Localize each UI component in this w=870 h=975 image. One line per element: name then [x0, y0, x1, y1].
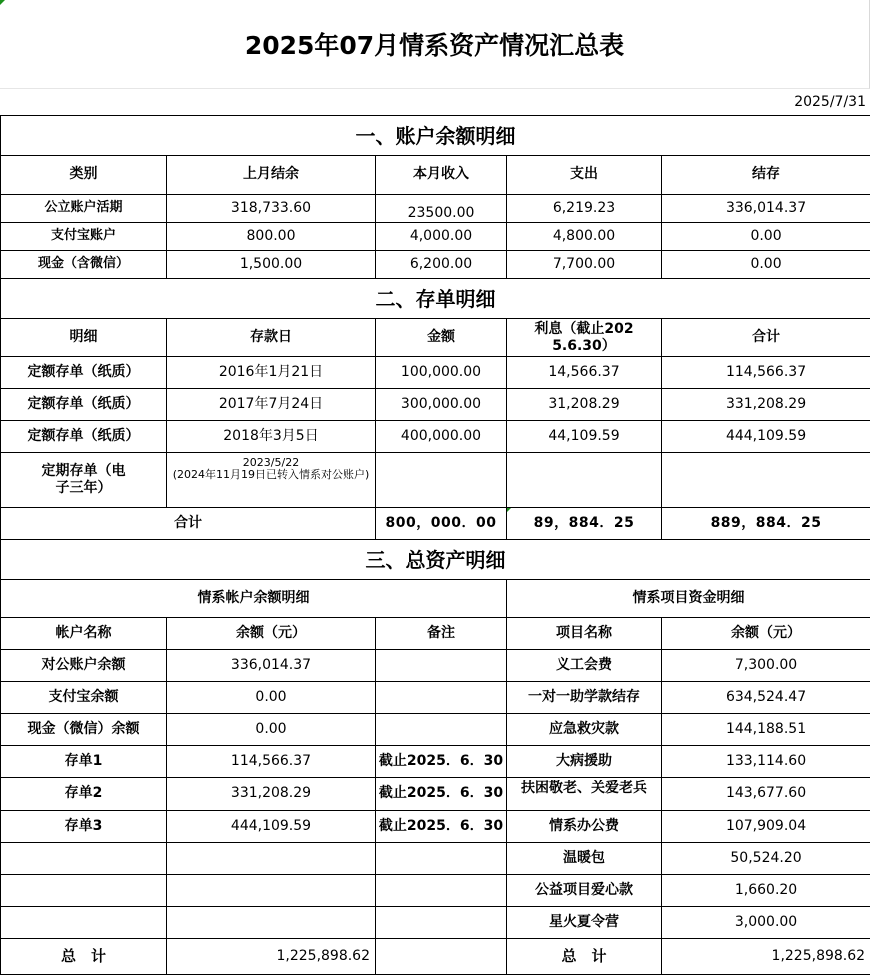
s1-header-last-balance: 上月结余: [167, 156, 376, 195]
s3-left-name: 对公账户余额: [1, 650, 167, 682]
s3-right-total-label: 总 计: [507, 939, 662, 975]
s3-right-value: 3,000.00: [662, 907, 870, 939]
s1-cell: 0.00: [662, 251, 870, 279]
s2-total-amount: 800，000．00: [376, 508, 507, 540]
page-title: 2025年07月情系资产情况汇总表: [0, 0, 870, 89]
s2-header-deposit-date: 存款日: [167, 319, 376, 357]
s3-right-name: 一对一助学款结存: [507, 682, 662, 714]
s3-left-header-name: 帐户名称: [1, 618, 167, 650]
s3-right-name: 情系办公费: [507, 811, 662, 843]
s2-cell: 14,566.37: [507, 357, 662, 389]
s1-cell: 336,014.37: [662, 195, 870, 223]
s3-left-total-value: 1,225,898.62: [167, 939, 376, 975]
s2-cell: 2016年1月21日: [167, 357, 376, 389]
s3-left-value: 331,208.29: [167, 778, 376, 811]
s2-cell: 44,109.59: [507, 421, 662, 453]
s1-cell: 6,200.00: [376, 251, 507, 279]
s2-cell: 31,208.29: [507, 389, 662, 421]
s3-left-name: 现金（微信）余额: [1, 714, 167, 746]
s3-left-note: [376, 843, 507, 875]
s3-left-note: [376, 714, 507, 746]
s3-left-value: [167, 907, 376, 939]
s2-cell: 300,000.00: [376, 389, 507, 421]
s2-row-label: 定额存单（纸质）: [1, 357, 167, 389]
s2-cell: 100,000.00: [376, 357, 507, 389]
s3-left-value: 0.00: [167, 682, 376, 714]
section2-heading: 二、存单明细: [1, 279, 870, 319]
s1-cell: 23500.00: [376, 195, 507, 223]
s3-left-name: [1, 843, 167, 875]
s1-header-expense: 支出: [507, 156, 662, 195]
s3-left-value: [167, 875, 376, 907]
s1-cell: 4,000.00: [376, 223, 507, 251]
s2-cell: 444,109.59: [662, 421, 870, 453]
s3-left-note: 截止2025．6．30: [376, 811, 507, 843]
s3-left-value: 0.00: [167, 714, 376, 746]
s2-cell-empty: [662, 453, 870, 508]
s1-row-label: 支付宝账户: [1, 223, 167, 251]
s1-row-label: 公立账户活期: [1, 195, 167, 223]
s3-right-total-value: 1,225,898.62: [662, 939, 870, 975]
section1-heading: 一、账户余额明细: [1, 116, 870, 156]
s3-right-value: 144,188.51: [662, 714, 870, 746]
s3-left-header-balance: 余额（元）: [167, 618, 376, 650]
section3-heading: 三、总资产明细: [1, 540, 870, 580]
s3-left-note: [376, 682, 507, 714]
s3-left-value: 336,014.37: [167, 650, 376, 682]
report-date: 2025/7/31: [794, 94, 866, 110]
s3-left-name: 支付宝余额: [1, 682, 167, 714]
s2-cell-empty: [376, 453, 507, 508]
s2-header-interest: 利息（截止2025.6.30）: [507, 319, 662, 357]
s1-cell: 0.00: [662, 223, 870, 251]
s3-right-header-balance: 余额（元）: [662, 618, 870, 650]
s1-cell: 4,800.00: [507, 223, 662, 251]
s2-row-label: 定额存单（纸质）: [1, 389, 167, 421]
s3-left-total-label: 总 计: [1, 939, 167, 975]
s3-left-total-note: [376, 939, 507, 975]
summary-table: [0, 115, 870, 975]
s3-left-name: [1, 907, 167, 939]
s3-left-note: 截止2025．6．30: [376, 746, 507, 778]
s1-header-balance: 结存: [662, 156, 870, 195]
s2-cell: 2017年7月24日: [167, 389, 376, 421]
s3-right-value: 107,909.04: [662, 811, 870, 843]
s2-cell: 400,000.00: [376, 421, 507, 453]
s3-right-name: 义工会费: [507, 650, 662, 682]
s3-right-value: 1,660.20: [662, 875, 870, 907]
s3-right-name-text: 扶困敬老、关爱老兵: [521, 780, 647, 796]
s2-electronic-label: 定期存单（电子三年）: [1, 453, 167, 508]
s3-left-name: 存单1: [1, 746, 167, 778]
s3-left-note: [376, 875, 507, 907]
s1-header-income: 本月收入: [376, 156, 507, 195]
s2-header-detail: 明细: [1, 319, 167, 357]
cell-comment-marker: [507, 508, 511, 512]
s3-right-value: 133,114.60: [662, 746, 870, 778]
s3-right-title: 情系项目资金明细: [507, 580, 870, 618]
s1-cell: 1,500.00: [167, 251, 376, 279]
s2-total-interest: 89，884．25: [507, 508, 662, 540]
s2-electronic-note: (2024年11月19日已转入情系对公账户): [172, 468, 370, 482]
s1-cell: 7,700.00: [507, 251, 662, 279]
s2-cell: 2018年3月5日: [167, 421, 376, 453]
s3-right-name: 应急救灾款: [507, 714, 662, 746]
s2-cell-empty: [507, 453, 662, 508]
s3-right-name: 温暖包: [507, 843, 662, 875]
s2-header-total: 合计: [662, 319, 870, 357]
s3-right-header-name: 项目名称: [507, 618, 662, 650]
s1-cell: 800.00: [167, 223, 376, 251]
s3-left-value: 114,566.37: [167, 746, 376, 778]
s1-cell: 6,219.23: [507, 195, 662, 223]
s3-right-value: 50,524.20: [662, 843, 870, 875]
s1-header-category: 类别: [1, 156, 167, 195]
s3-right-name: 大病援助: [507, 746, 662, 778]
s3-left-note: [376, 650, 507, 682]
s3-left-note: 截止2025．6．30: [376, 778, 507, 811]
s3-left-name: 存单3: [1, 811, 167, 843]
s3-right-value: 143,677.60: [662, 778, 870, 811]
s3-right-value: 7,300.00: [662, 650, 870, 682]
s1-cell: 318,733.60: [167, 195, 376, 223]
s3-right-name: 星火夏令营: [507, 907, 662, 939]
s2-total-label: 合计: [1, 508, 376, 540]
s3-left-title: 情系帐户余额明细: [1, 580, 507, 618]
s3-left-name: [1, 875, 167, 907]
s3-left-value: [167, 843, 376, 875]
s3-right-name: 公益项目爱心款: [507, 875, 662, 907]
s1-row-label: 现金（含微信）: [1, 251, 167, 279]
s3-right-name: [507, 778, 662, 811]
s3-left-header-note: 备注: [376, 618, 507, 650]
s3-left-note: [376, 907, 507, 939]
s2-total-sum: 889，884．25: [662, 508, 870, 540]
s3-right-value: 634,524.47: [662, 682, 870, 714]
s3-left-value: 444,109.59: [167, 811, 376, 843]
s2-electronic-date-value: 2023/5/22: [242, 456, 300, 469]
s2-electronic-date: [167, 453, 376, 508]
s2-cell: 331,208.29: [662, 389, 870, 421]
s2-header-amount: 金额: [376, 319, 507, 357]
s2-row-label: 定额存单（纸质）: [1, 421, 167, 453]
s3-left-name: 存单2: [1, 778, 167, 811]
s2-cell: 114,566.37: [662, 357, 870, 389]
